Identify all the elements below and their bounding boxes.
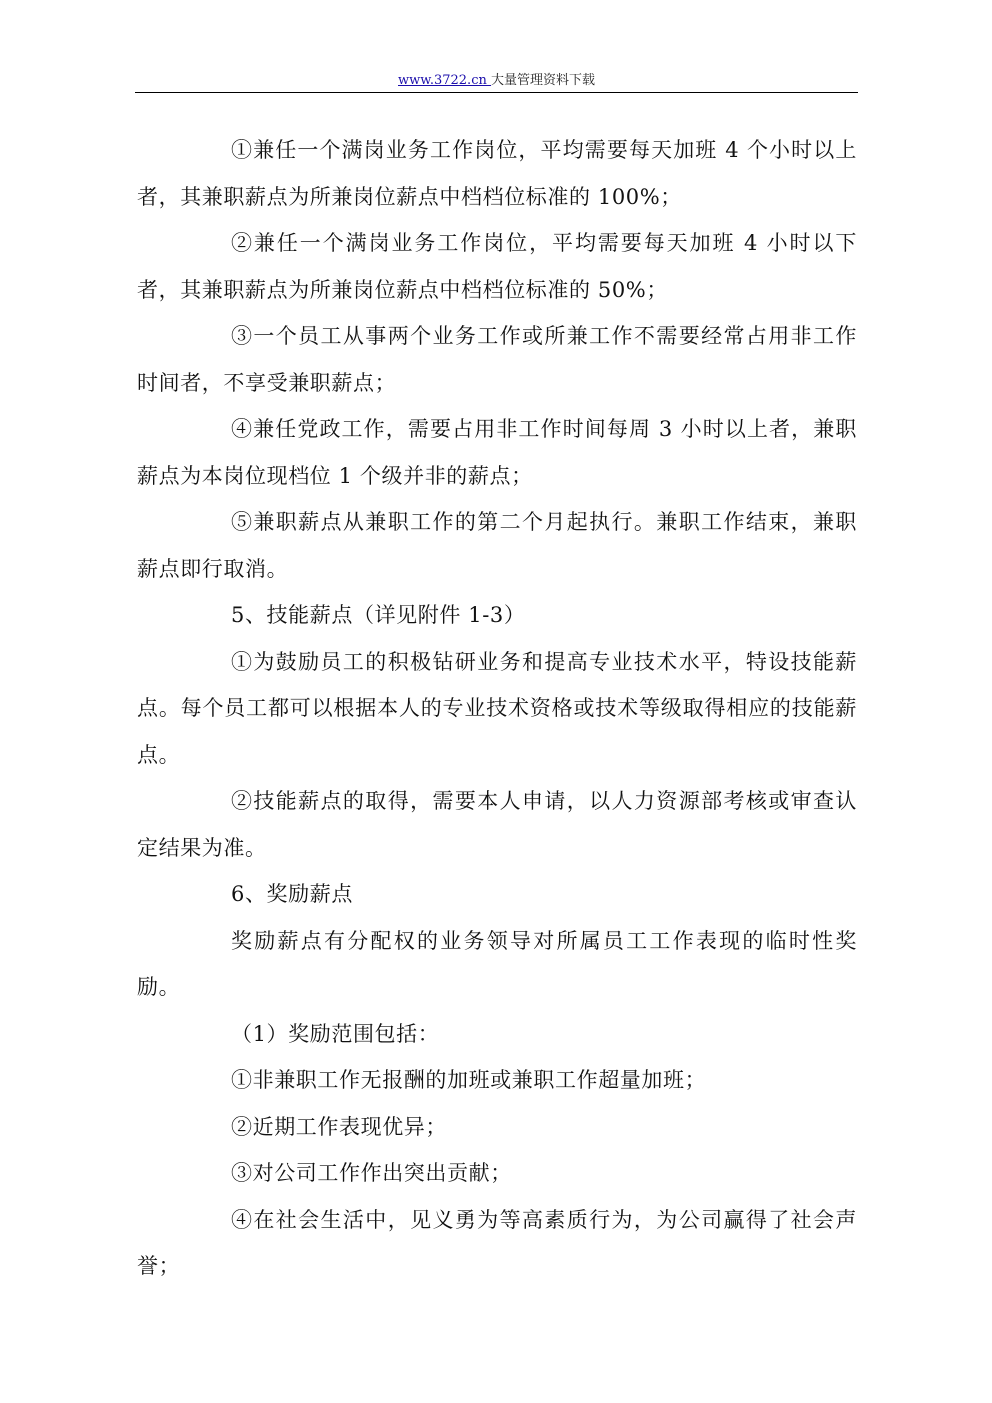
section-heading-skill-points: 5、技能薪点（详见附件 1-3） (231, 603, 526, 627)
list-item-reward-performance: ②近期工作表现优异； (231, 1114, 447, 1139)
header-title: 大量管理资料下载 (490, 73, 595, 88)
header-site-link[interactable]: www.3722.cn (398, 73, 491, 88)
paragraph-reward-points-definition: 奖励薪点有分配权的业务领导对所属员工工作表现的临时性奖励。 (137, 928, 857, 999)
paragraph-concurrent-full-overtime-above-4h: ①兼任一个满岗业务工作岗位，平均需要每天加班 4 个小时以上者，其兼职薪点为所兼岗位薪点中档档位标准的 100%； (137, 138, 857, 209)
page-header (135, 72, 858, 90)
paragraph-party-admin-work: ④兼任党政工作，需要占用非工作时间每周 3 小时以上者，兼职薪点为本岗位现档位 1 个级并非的薪点； (137, 417, 857, 488)
paragraph-skill-points-application: ②技能薪点的取得，需要本人申请，以人力资源部考核或审查认定结果为准。 (137, 789, 857, 860)
list-item-reward-overtime: ①非兼职工作无报酬的加班或兼职工作超量加班； (231, 1068, 707, 1092)
list-item-reward-contribution: ③对公司工作作出突出贡献； (231, 1161, 512, 1185)
header-divider (135, 92, 858, 93)
paragraph-skill-points-purpose: ①为鼓励员工的积极钻研业务和提高专业技术水平，特设技能薪点。每个员工都可以根据本人的专业技术资格或技术等级取得相应的技能薪点。 (137, 649, 857, 767)
list-item-reward-social-honor: ④在社会生活中，见义勇为等高素质行为，为公司赢得了社会声誉； (137, 1207, 857, 1278)
paragraph-concurrent-full-overtime-below-4h: ②兼任一个满岗业务工作岗位，平均需要每天加班 4 小时以下者，其兼职薪点为所兼岗位薪点中档档位标准的 50%； (137, 231, 857, 302)
subheading-reward-scope: （1）奖励范围包括： (231, 1021, 440, 1046)
section-heading-reward-points: 6、奖励薪点 (231, 882, 353, 906)
document-body (137, 127, 857, 1290)
paragraph-no-concurrent-points: ③一个员工从事两个业务工作或所兼工作不需要经常占用非工作时间者，不享受兼职薪点； (137, 324, 857, 395)
paragraph-concurrent-effective-date: ⑤兼职薪点从兼职工作的第二个月起执行。兼职工作结束，兼职薪点即行取消。 (137, 510, 857, 581)
